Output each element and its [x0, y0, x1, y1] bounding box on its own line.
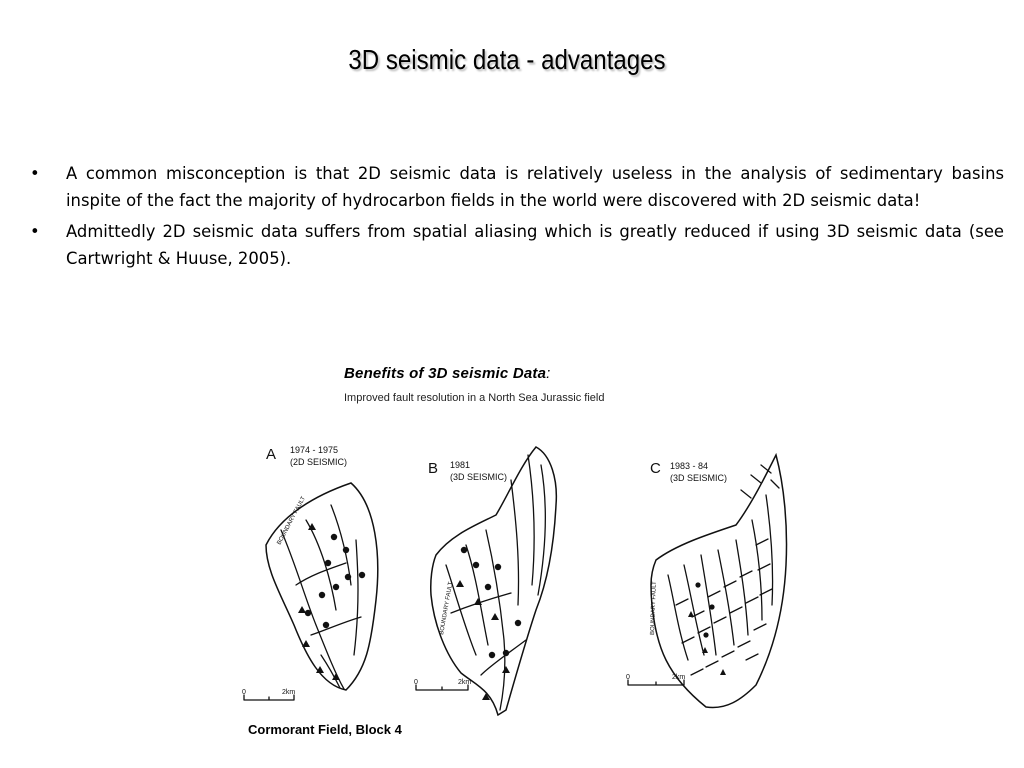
- bullet-marker: •: [30, 222, 40, 241]
- panel-b-scale-zero: 0: [414, 679, 418, 686]
- bullet-text: A common misconception is that 2D seismic data is relatively useless in the analysis of sedimentary basins inspite of the fact the majority of hydrocarbon fields in the world were discovered with 2D seismic data!: [66, 164, 1004, 210]
- panel-b-year: 1981: [450, 460, 471, 470]
- panel-b-method: (3D SEISMIC): [450, 472, 508, 482]
- panel-a-scale-zero: 0: [242, 689, 246, 696]
- panel-c-year: 1983 - 84: [670, 461, 709, 471]
- bullet-list: [30, 160, 1004, 276]
- panel-c-map: [651, 455, 787, 708]
- panel-a-fault-label: BOUNDARY FAULT: [276, 495, 307, 546]
- panel-c-fault-label: BOUNDARY FAULT: [650, 581, 658, 636]
- panel-a-map: [266, 483, 378, 690]
- panel-b-scale-end: 2km: [458, 679, 472, 686]
- panel-a-method: (2D SEISMIC): [290, 457, 348, 467]
- panel-b-letter: B: [428, 460, 439, 477]
- panel-c-method: (3D SEISMIC): [670, 473, 728, 483]
- panel-c-letter: C: [650, 460, 661, 477]
- bullet-marker: •: [30, 164, 40, 183]
- slide-title: 3D seismic data - advantages: [348, 44, 666, 75]
- figure-title: Benefits of 3D seismic Data:: [344, 365, 551, 382]
- panel-c-scale-zero: 0: [626, 674, 630, 681]
- fault-map-figure: [236, 355, 796, 725]
- panel-b-map: [431, 447, 557, 715]
- bullet-item: [30, 160, 1004, 214]
- figure-caption: Cormorant Field, Block 4: [248, 722, 402, 737]
- bullet-text: Admittedly 2D seismic data suffers from spatial aliasing which is greatly reduced if using 3D seismic data (see Cartwright & Huuse, 2005).: [66, 222, 1004, 268]
- panel-c-scale-end: 2km: [672, 674, 686, 681]
- panel-a-year: 1974 - 1975: [290, 445, 339, 455]
- figure-subtitle: Improved fault resolution in a North Sea Jurassic field: [344, 392, 605, 404]
- panel-a-scale-end: 2km: [282, 689, 296, 696]
- bullet-item: [30, 218, 1004, 272]
- panel-a-letter: A: [266, 446, 277, 463]
- panel-b-fault-label: BOUNDARY FAULT: [439, 581, 455, 636]
- fault-maps-drawing: [236, 355, 796, 725]
